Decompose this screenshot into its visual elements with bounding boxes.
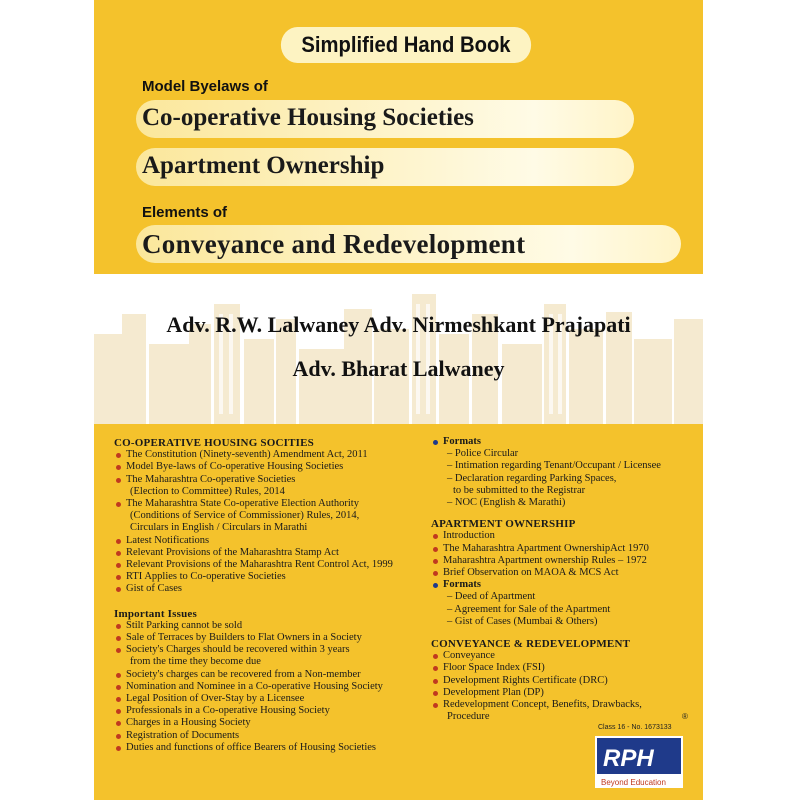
format-item: – Declaration regarding Parking Spaces, xyxy=(447,472,617,484)
list-item: Relevant Provisions of the Maharashtra Stamp Act xyxy=(114,547,434,559)
title-pill-1 xyxy=(136,100,634,138)
title-pill-3 xyxy=(136,225,681,263)
list-item: Society's charges can be recovered from a Non-member xyxy=(114,669,434,681)
list-item: RTI Applies to Co-operative Societies xyxy=(114,571,434,583)
list-item-continuation: (Election to Committee) Rules, 2014 xyxy=(130,485,285,497)
list-item: Nomination and Nominee in a Co-operative Housing Society xyxy=(114,681,434,693)
conveyance-list xyxy=(431,650,696,723)
list-item: Maharashtra Apartment ownership Rules – 1972 xyxy=(431,555,696,567)
list-item: Registration of Documents xyxy=(114,730,434,742)
publisher-logo-text: RPH xyxy=(603,745,654,772)
list-item: The Maharashtra State Co-operative Election Authority xyxy=(114,498,434,510)
list-item: Legal Position of Over-Stay by a Licensee xyxy=(114,693,434,705)
apartment-ownership-heading: APARTMENT OWNERSHIP xyxy=(431,518,576,531)
format-item: – Gist of Cases (Mumbai & Others) xyxy=(447,615,598,627)
list-item: Floor Space Index (FSI) xyxy=(431,662,696,674)
elements-of-label: Elements of xyxy=(142,204,228,221)
important-issues-heading: Important Issues xyxy=(114,607,197,620)
cooperative-section-heading: CO-OPERATIVE HOUSING SOCITIES xyxy=(114,437,314,449)
apartment-list xyxy=(431,530,696,628)
list-item: The Maharashtra Apartment OwnershipAct 1970 xyxy=(431,543,696,555)
book-cover xyxy=(94,0,703,800)
list-item: Latest Notifications xyxy=(114,535,434,547)
city-skyline-illustration xyxy=(94,274,703,424)
list-item: Stilt Parking cannot be sold xyxy=(114,620,434,632)
model-byelaws-label: Model Byelaws of xyxy=(142,78,268,95)
list-item: Introduction xyxy=(431,530,696,542)
list-item: Conveyance xyxy=(431,650,696,662)
list-item-continuation: Procedure xyxy=(447,711,490,723)
list-item: Development Plan (DP) xyxy=(431,687,696,699)
list-item: The Maharashtra Co-operative Societies xyxy=(114,474,434,486)
publisher-logo xyxy=(595,736,683,788)
title-conveyance-redevelopment: Conveyance and Redevelopment xyxy=(142,229,526,259)
list-item: Gist of Cases xyxy=(114,583,434,595)
simplified-hand-book-badge: Simplified Hand Book xyxy=(281,27,531,63)
list-item: Relevant Provisions of the Maharashtra Rent Control Act, 1999 xyxy=(114,559,434,571)
list-item: The Constitution (Ninety-seventh) Amendment Act, 2011 xyxy=(114,449,434,461)
skyline-band xyxy=(94,274,703,424)
format-item: – Deed of Apartment xyxy=(447,591,536,603)
format-item-continuation: to be submitted to the Registrar xyxy=(453,484,586,496)
right-column xyxy=(431,436,696,723)
registered-mark: ® xyxy=(682,712,688,721)
class-number: Class 16 - No. 1673133 xyxy=(598,724,672,731)
title-cooperative-housing: Co-operative Housing Societies xyxy=(142,104,474,131)
list-item: Duties and functions of office Bearers of Housing Societies xyxy=(114,742,434,754)
formats-label: Formats xyxy=(431,579,696,591)
authors-line-1: Adv. R.W. Lalwaney Adv. Nirmeshkant Prajapati xyxy=(166,312,631,337)
title-pill-2 xyxy=(136,148,634,186)
authors-line-2: Adv. Bharat Lalwaney xyxy=(292,356,505,381)
list-item: Development Rights Certificate (DRC) xyxy=(431,675,696,687)
list-item: Professionals in a Co-operative Housing Society xyxy=(114,705,434,717)
format-item: – Intimation regarding Tenant/Occupant / Licensee xyxy=(447,460,661,472)
left-column xyxy=(114,437,434,754)
formats-list xyxy=(431,436,696,509)
list-item-continuation: from the time they become due xyxy=(130,656,261,668)
list-item: Sale of Terraces by Builders to Flat Owners in a Society xyxy=(114,632,434,644)
list-item: Brief Observation on MAOA & MCS Act xyxy=(431,567,696,579)
important-issues-list xyxy=(114,620,434,754)
list-item-continuation: (Conditions of Service of Commissioner) Rules, 2014, xyxy=(130,510,360,522)
conveyance-heading: CONVEYANCE & REDEVELOPMENT xyxy=(431,638,631,651)
formats-label: Formats xyxy=(431,436,696,448)
publisher-tagline: Beyond Education xyxy=(601,778,666,787)
list-item: Charges in a Housing Society xyxy=(114,717,434,729)
format-item: – Police Circular xyxy=(447,448,519,460)
format-item: – NOC (English & Marathi) xyxy=(447,497,566,509)
list-item: Redevelopment Concept, Benefits, Drawbacks, xyxy=(431,699,696,711)
list-item-continuation: Circulars in English / Circulars in Marathi xyxy=(130,522,308,534)
title-apartment-ownership: Apartment Ownership xyxy=(142,152,385,179)
list-item: Model Bye-laws of Co-operative Housing Societies xyxy=(114,461,434,473)
list-item: Society's Charges should be recovered within 3 years xyxy=(114,644,434,656)
format-item: – Agreement for Sale of the Apartment xyxy=(447,603,611,615)
cooperative-list xyxy=(114,449,434,595)
